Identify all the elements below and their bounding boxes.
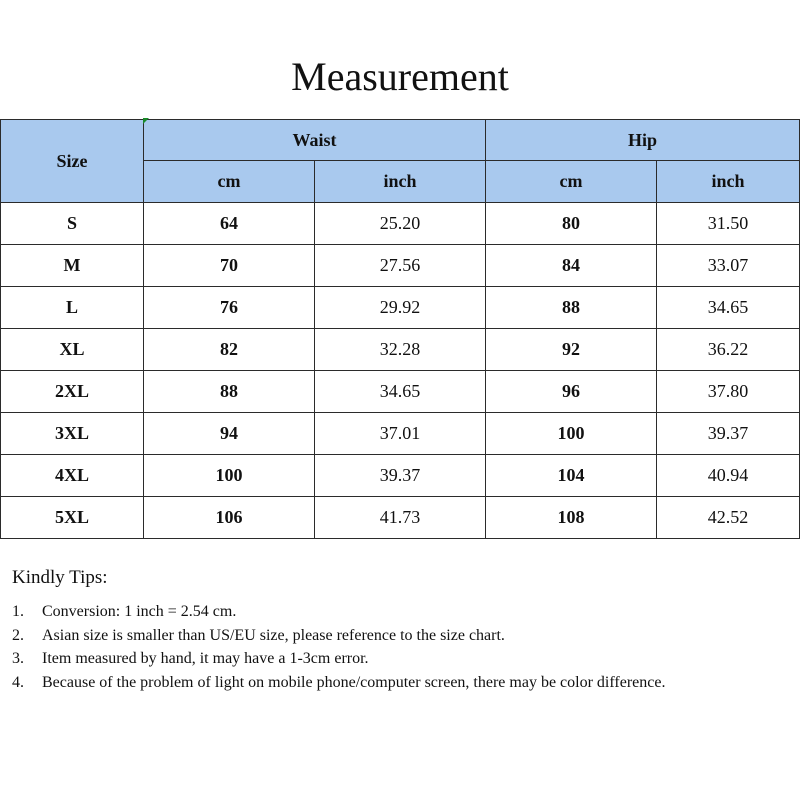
hip-group-header: Hip (486, 120, 800, 161)
size-cell: XL (1, 329, 144, 371)
waist-inch-cell: 34.65 (315, 371, 486, 413)
tip-text: Conversion: 1 inch = 2.54 cm. (42, 603, 237, 620)
hip-cm-cell: 100 (486, 413, 657, 455)
size-cell: 3XL (1, 413, 144, 455)
tip-number: 4. (12, 673, 24, 691)
table-row (1, 497, 800, 539)
waist-cm-cell: 94 (144, 413, 315, 455)
hip-cm-cell: 84 (486, 245, 657, 287)
size-cell: 2XL (1, 371, 144, 413)
hip-cm-cell: 104 (486, 455, 657, 497)
hip-inch-cell: 37.80 (657, 371, 800, 413)
waist-cm-cell: 64 (144, 203, 315, 245)
tip-text: Item measured by hand, it may have a 1-3cm error. (42, 650, 369, 667)
list-item (12, 647, 772, 671)
list-item (12, 671, 772, 695)
table-row (1, 329, 800, 371)
waist-cm-cell: 106 (144, 497, 315, 539)
list-item (12, 600, 772, 624)
table-row (1, 245, 800, 287)
hip-cm-cell: 88 (486, 287, 657, 329)
size-cell: 4XL (1, 455, 144, 497)
hip-inch-cell: 33.07 (657, 245, 800, 287)
tips-heading: Kindly Tips: (12, 567, 108, 588)
waist-group-header: Waist (144, 120, 486, 161)
size-cell: L (1, 287, 144, 329)
waist-cm-cell: 88 (144, 371, 315, 413)
tips-list (12, 600, 772, 694)
waist-cm-cell: 76 (144, 287, 315, 329)
table-row (1, 413, 800, 455)
table-header-group-row (1, 120, 800, 161)
hip-inch-cell: 36.22 (657, 329, 800, 371)
tip-number: 1. (12, 603, 24, 620)
kindly-tips-section (12, 566, 772, 694)
hip-inch-cell: 31.50 (657, 203, 800, 245)
tip-number: 2. (12, 626, 24, 644)
hip-inch-header: inch (657, 161, 800, 203)
waist-inch-cell: 39.37 (315, 455, 486, 497)
table-row (1, 371, 800, 413)
table-body (1, 203, 800, 539)
tip-text: Asian size is smaller than US/EU size, please reference to the size chart. (42, 626, 505, 644)
table-row (1, 203, 800, 245)
waist-cm-header: cm (144, 161, 315, 203)
hip-cm-cell: 96 (486, 371, 657, 413)
cell-corner-marker (143, 118, 149, 124)
waist-inch-cell: 25.20 (315, 203, 486, 245)
table-row (1, 287, 800, 329)
size-cell: 5XL (1, 497, 144, 539)
waist-inch-cell: 41.73 (315, 497, 486, 539)
waist-inch-cell: 37.01 (315, 413, 486, 455)
waist-inch-cell: 29.92 (315, 287, 486, 329)
waist-cm-cell: 100 (144, 455, 315, 497)
hip-cm-header: cm (486, 161, 657, 203)
hip-cm-cell: 108 (486, 497, 657, 539)
hip-inch-cell: 40.94 (657, 455, 800, 497)
waist-inch-header: inch (315, 161, 486, 203)
table-row (1, 455, 800, 497)
waist-cm-cell: 70 (144, 245, 315, 287)
hip-inch-cell: 34.65 (657, 287, 800, 329)
waist-cm-cell: 82 (144, 329, 315, 371)
hip-inch-cell: 39.37 (657, 413, 800, 455)
size-column-header: Size (1, 120, 144, 203)
page-title: Measurement (291, 54, 509, 99)
tip-number: 3. (12, 650, 24, 667)
size-cell: S (1, 203, 144, 245)
size-cell: M (1, 245, 144, 287)
list-item (12, 624, 772, 648)
waist-inch-cell: 27.56 (315, 245, 486, 287)
hip-cm-cell: 80 (486, 203, 657, 245)
size-chart-table (0, 119, 800, 539)
hip-cm-cell: 92 (486, 329, 657, 371)
hip-inch-cell: 42.52 (657, 497, 800, 539)
tip-text: Because of the problem of light on mobile phone/computer screen, there may be color difference. (42, 673, 666, 691)
waist-inch-cell: 32.28 (315, 329, 486, 371)
